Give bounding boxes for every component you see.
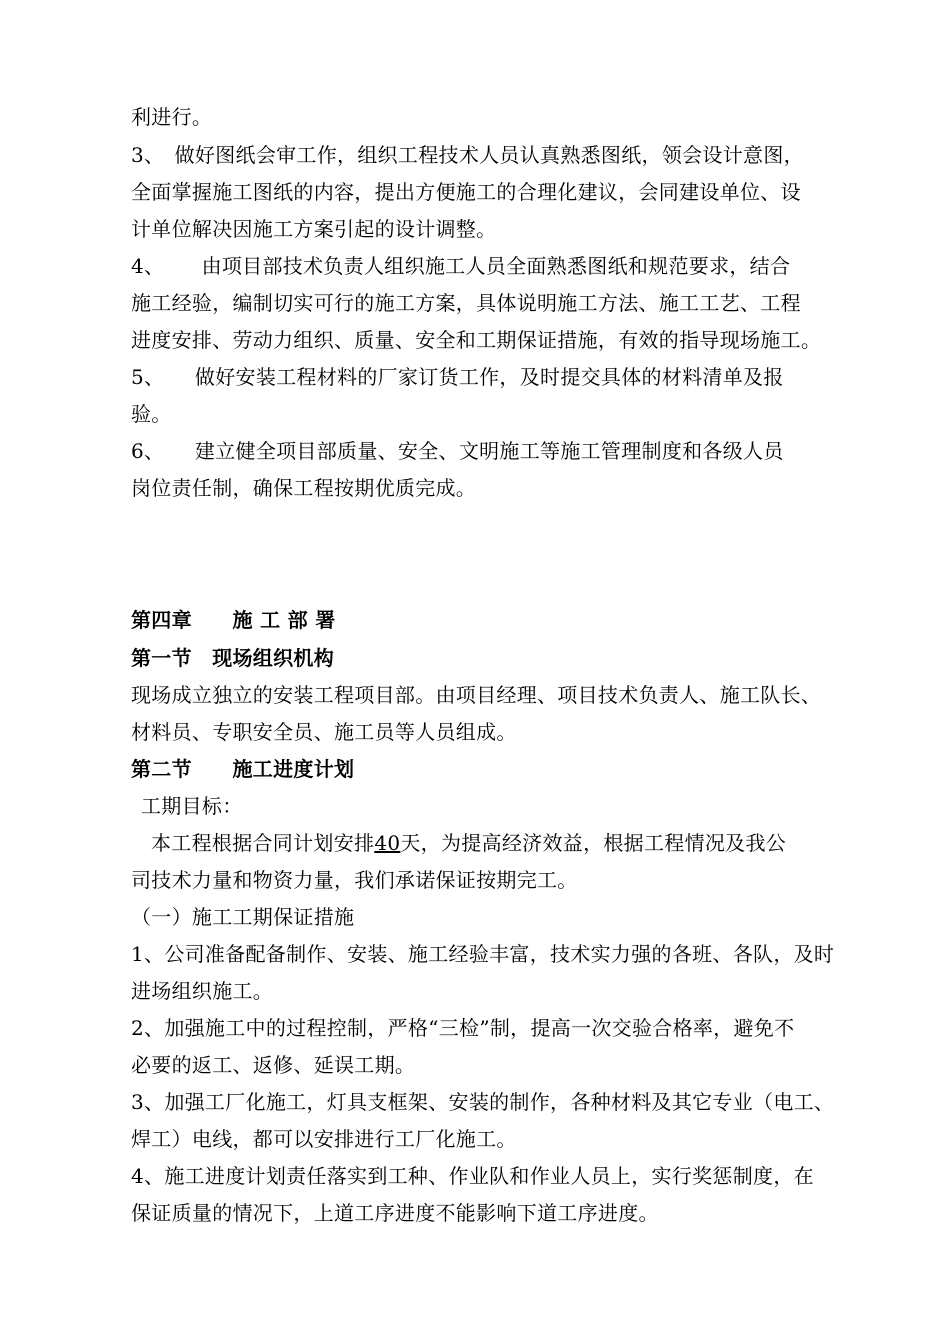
paragraph-line: 进场组织施工。	[131, 979, 274, 1003]
paragraph-line: 4、 由项目部技术负责人组织施工人员全面熟悉图纸和规范要求，结合	[131, 254, 791, 278]
paragraph-line: 3、加强工厂化施工，灯具支框架、安装的制作，各种材料及其它专业（电工、	[131, 1090, 835, 1114]
paragraph-line: 材料员、专职安全员、施工员等人员组成。	[131, 720, 517, 744]
section-title: 第一节 现场组织机构	[131, 646, 334, 670]
subsection-title: （一）施工工期保证措施	[131, 905, 355, 929]
paragraph-line: 施工经验，编制切实可行的施工方案，具体说明施工方法、施工工艺、工程	[131, 291, 801, 315]
goal-text: 天，为提高经济效益，根据工程情况及我公	[400, 831, 787, 855]
paragraph-line: 全面掌握施工图纸的内容，提出方便施工的合理化建议，会同建设单位、设	[131, 180, 801, 204]
paragraph-line: 焊工）电线，都可以安排进行工厂化施工。	[131, 1127, 517, 1151]
goal-text: 本工程根据合同计划安排	[151, 831, 375, 855]
paragraph-line: 现场成立独立的安装工程项目部。由项目经理、项目技术负责人、施工队长、	[131, 683, 822, 707]
paragraph-line: 进度安排、劳动力组织、质量、安全和工期保证措施，有效的指导现场施工。	[131, 328, 822, 352]
paragraph-line: 保证质量的情况下，上道工序进度不能影响下道工序进度。	[131, 1201, 659, 1225]
section-title: 第二节 施工进度计划	[131, 757, 355, 781]
paragraph-line: 利进行。	[131, 105, 213, 129]
chapter-title: 第四章 施 工 部 署	[131, 608, 336, 632]
paragraph-line: 岗位责任制，确保工程按期优质完成。	[131, 476, 477, 500]
paragraph-line: 计单位解决因施工方案引起的设计调整。	[131, 217, 497, 241]
goal-days: 40	[374, 831, 401, 855]
paragraph-line: 必要的返工、返修、延误工期。	[131, 1053, 416, 1077]
paragraph-line: 2、加强施工中的过程控制，严格“三检”制，提高一次交验合格率，避免不	[131, 1016, 795, 1040]
paragraph-line: 司技术力量和物资力量，我们承诺保证按期完工。	[131, 868, 578, 892]
paragraph-line: 4、施工进度计划责任落实到工种、作业队和作业人员上，实行奖惩制度，在	[131, 1164, 814, 1188]
paragraph-line: 1、公司准备配备制作、安装、施工经验丰富，技术实力强的各班、各队，及时	[131, 942, 835, 966]
goal-line	[151, 829, 786, 857]
goal-label: 工期目标：	[141, 794, 243, 818]
paragraph-line: 3、 做好图纸会审工作，组织工程技术人员认真熟悉图纸，领会设计意图，	[131, 143, 804, 167]
paragraph-line: 验。	[131, 402, 172, 426]
paragraph-line: 6、 建立健全项目部质量、安全、文明施工等施工管理制度和各级人员	[131, 439, 784, 463]
paragraph-line: 5、 做好安装工程材料的厂家订货工作，及时提交具体的材料清单及报	[131, 365, 784, 389]
